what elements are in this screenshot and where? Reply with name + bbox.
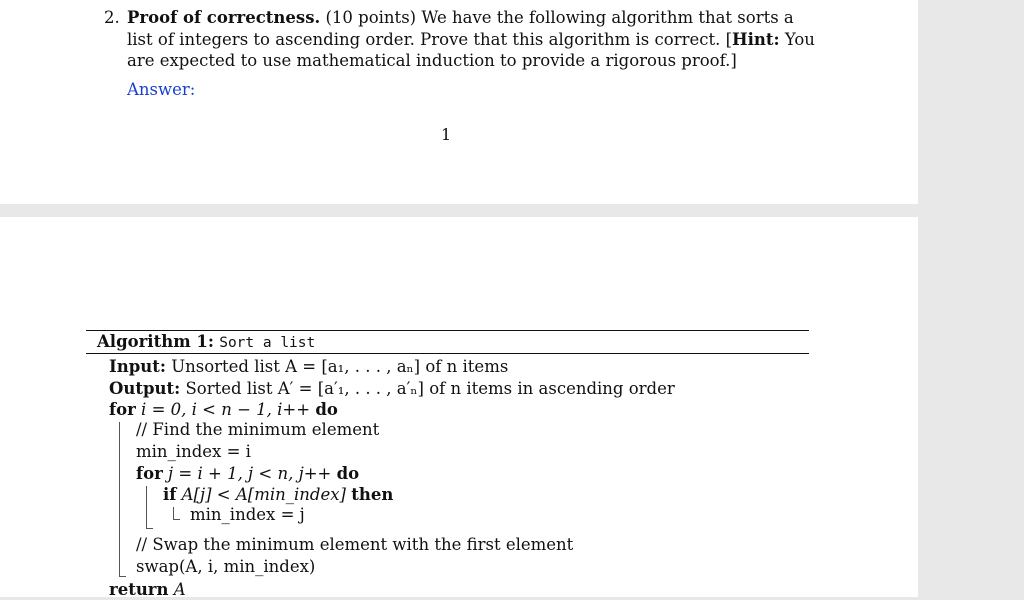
inner-loop-foot [146, 528, 153, 529]
algorithm-caption-label: Algorithm 1: [97, 332, 214, 351]
outer-loop-bar [119, 422, 120, 576]
algorithm-caption-rule [86, 353, 809, 354]
document-page-top [0, 0, 918, 204]
question-title: Proof of correctness. [127, 8, 321, 27]
outer-for-keyword: for [109, 400, 136, 419]
inner-for-condition: j = i + 1, j < n, j++ [168, 464, 332, 483]
algorithm-top-rule [86, 330, 809, 331]
algorithm-caption [97, 332, 315, 353]
if-foot [173, 519, 180, 520]
update-min-line: min_index = j [190, 505, 305, 524]
outer-for-line [109, 400, 338, 420]
answer-label: Answer: [127, 80, 196, 99]
inner-do-keyword: do [336, 464, 360, 483]
question-number: 2. [104, 8, 120, 27]
page-number: 1 [441, 125, 452, 144]
if-line [163, 485, 393, 505]
question-text: Proof of correctness. (10 points) We have the following algorithm that sorts a list of integers to ascending order. Prove that this algorithm is correct. [Hint: You are expected to use mathematical induction to provide a rigorous proof.] [127, 8, 815, 70]
if-bar [173, 507, 174, 519]
input-label: Input: [109, 357, 166, 376]
hint-label: Hint: [732, 29, 780, 49]
if-keyword: if [163, 485, 177, 504]
algorithm-output-line [109, 379, 675, 399]
algorithm-input-line [109, 357, 508, 377]
inner-for-keyword: for [136, 464, 163, 483]
return-line [109, 580, 186, 600]
inner-loop-bar [146, 486, 147, 528]
then-keyword: then [351, 485, 394, 504]
question-body: We have the following algorithm that sorts a list of integers to ascending order. Prove that this algorithm is correct. [127, 8, 794, 49]
inner-for-line [136, 464, 359, 484]
if-condition: A[j] < A[min_index] [181, 485, 346, 504]
return-keyword: return [109, 580, 169, 599]
output-text: Sorted list A′ = [a′₁, . . . , a′ₙ] of n items in ascending order [185, 379, 675, 398]
comment-find-line: // Find the minimum element [136, 420, 380, 439]
comment-swap-line: // Swap the minimum element with the first element [136, 535, 574, 554]
swap-line: swap(A, i, min_index) [136, 557, 316, 576]
outer-for-condition: i = 0, i < n − 1, i++ [141, 400, 311, 419]
assign-min-line: min_index = i [136, 442, 251, 461]
outer-loop-foot [119, 576, 126, 577]
return-value: A [173, 580, 186, 599]
hint-text: You are expected to use mathematical induction to provide a rigorous proof. [127, 29, 815, 70]
output-label: Output: [109, 379, 181, 398]
input-text: Unsorted list A = [a₁, . . . , aₙ] of n items [171, 357, 509, 376]
question-points: (10 points) [325, 8, 417, 27]
outer-do-keyword: do [315, 400, 338, 419]
algorithm-caption-name: Sort a list [219, 335, 316, 351]
